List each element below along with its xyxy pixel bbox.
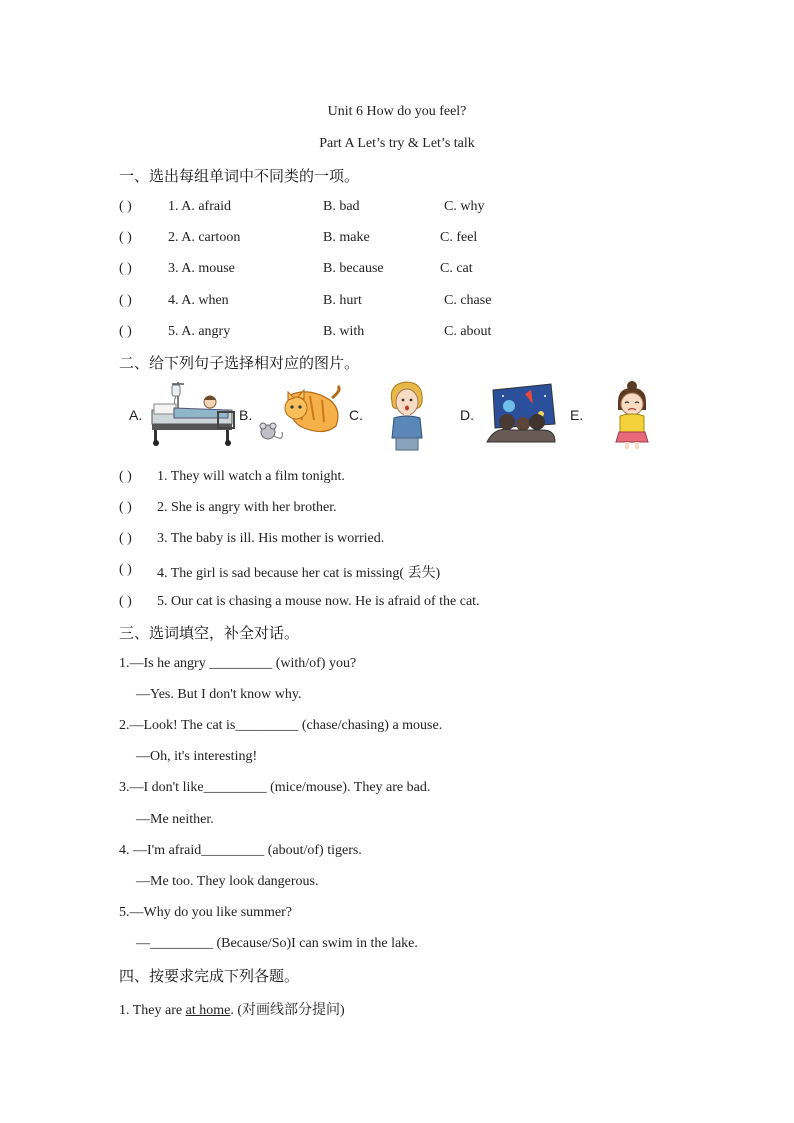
answer-paren[interactable]: ( ) — [119, 531, 132, 546]
underlined-phrase: at home — [185, 1003, 231, 1018]
dialogue-question: 2.—Look! The cat is_________ (chase/chasing) a mouse. — [119, 718, 443, 733]
hospital-bed-illustration — [148, 380, 234, 446]
question-text-before: 1. They are — [119, 1003, 186, 1018]
dialogue-question: 1.—Is he angry _________ (with/of) you? — [119, 656, 357, 671]
section4-heading: 四、按要求完成下列各题。 — [119, 967, 300, 985]
picture-label-d: D. — [460, 407, 474, 423]
dialogue-question: 4. —I'm afraid_________ (about/of) tigers. — [119, 843, 362, 858]
worried-woman-illustration — [384, 380, 430, 452]
dialogue-answer: —Me neither. — [136, 812, 214, 827]
question-option-a: 2. A. cartoon — [168, 230, 241, 245]
dialogue-answer: —Oh, it's interesting! — [136, 749, 258, 764]
page-title: Unit 6 How do you feel? — [327, 104, 467, 119]
question-option-b: B. bad — [323, 199, 360, 214]
sentence-text: 1. They will watch a film tonight. — [157, 469, 345, 484]
dialogue-question: 5.—Why do you like summer? — [119, 905, 293, 920]
dialogue-question: 3.—I don't like_________ (mice/mouse). They are bad. — [119, 780, 431, 795]
question-option-c: C. about — [444, 324, 492, 339]
question-option-c: C. feel — [440, 230, 478, 245]
section3-heading: 三、选词填空，补全对话。 — [119, 624, 300, 642]
page-subtitle: Part A Let’s try & Let’s talk — [319, 136, 475, 151]
question-option-c: C. cat — [440, 261, 473, 276]
watching-film-illustration — [485, 384, 557, 444]
dialogue-answer: —Me too. They look dangerous. — [136, 874, 319, 889]
picture-label-c: C. — [349, 407, 363, 423]
question-option-c: C. why — [444, 199, 485, 214]
rewrite-question-1 — [119, 999, 345, 1019]
answer-paren[interactable]: ( ) — [119, 324, 132, 339]
picture-label-e: E. — [570, 407, 584, 423]
sentence-text: 3. The baby is ill. His mother is worried. — [157, 531, 385, 546]
question-option-c: C. chase — [444, 293, 492, 308]
question-option-a: 4. A. when — [168, 293, 229, 308]
answer-paren[interactable]: ( ) — [119, 293, 132, 308]
answer-paren[interactable]: ( ) — [119, 594, 132, 609]
dialogue-answer: —_________ (Because/So)I can swim in the lake. — [136, 936, 418, 951]
question-option-a: 1. A. afraid — [168, 199, 231, 214]
question-option-b: B. hurt — [323, 293, 362, 308]
question-option-b: B. with — [323, 324, 365, 339]
sentence-text: 2. She is angry with her brother. — [157, 500, 337, 515]
dialogue-answer: —Yes. But I don't know why. — [136, 687, 302, 702]
question-option-a: 3. A. mouse — [168, 261, 235, 276]
question-option-b: B. make — [323, 230, 370, 245]
answer-paren[interactable]: ( ) — [119, 469, 132, 484]
answer-paren[interactable]: ( ) — [119, 230, 132, 245]
answer-paren[interactable]: ( ) — [119, 261, 132, 276]
answer-paren[interactable]: ( ) — [119, 500, 132, 515]
answer-paren[interactable]: ( ) — [119, 199, 132, 214]
question-option-a: 5. A. angry — [168, 324, 231, 339]
cat-chasing-mouse-illustration — [258, 386, 346, 446]
picture-label-b: B. — [239, 407, 253, 423]
section1-heading: 一、选出每组单词中不同类的一项。 — [119, 167, 360, 185]
sentence-text: 5. Our cat is chasing a mouse now. He is afraid of the cat. — [157, 594, 480, 609]
section2-heading: 二、给下列句子选择相对应的图片。 — [119, 354, 360, 372]
sad-girl-illustration — [610, 380, 654, 450]
question-instruction: . (对画线部分提问) — [230, 1003, 345, 1018]
answer-paren[interactable]: ( ) — [119, 562, 132, 577]
question-option-b: B. because — [323, 261, 384, 276]
picture-label-a: A. — [129, 407, 143, 423]
sentence-text: 4. The girl is sad because her cat is missing( 丢失) — [157, 566, 441, 581]
